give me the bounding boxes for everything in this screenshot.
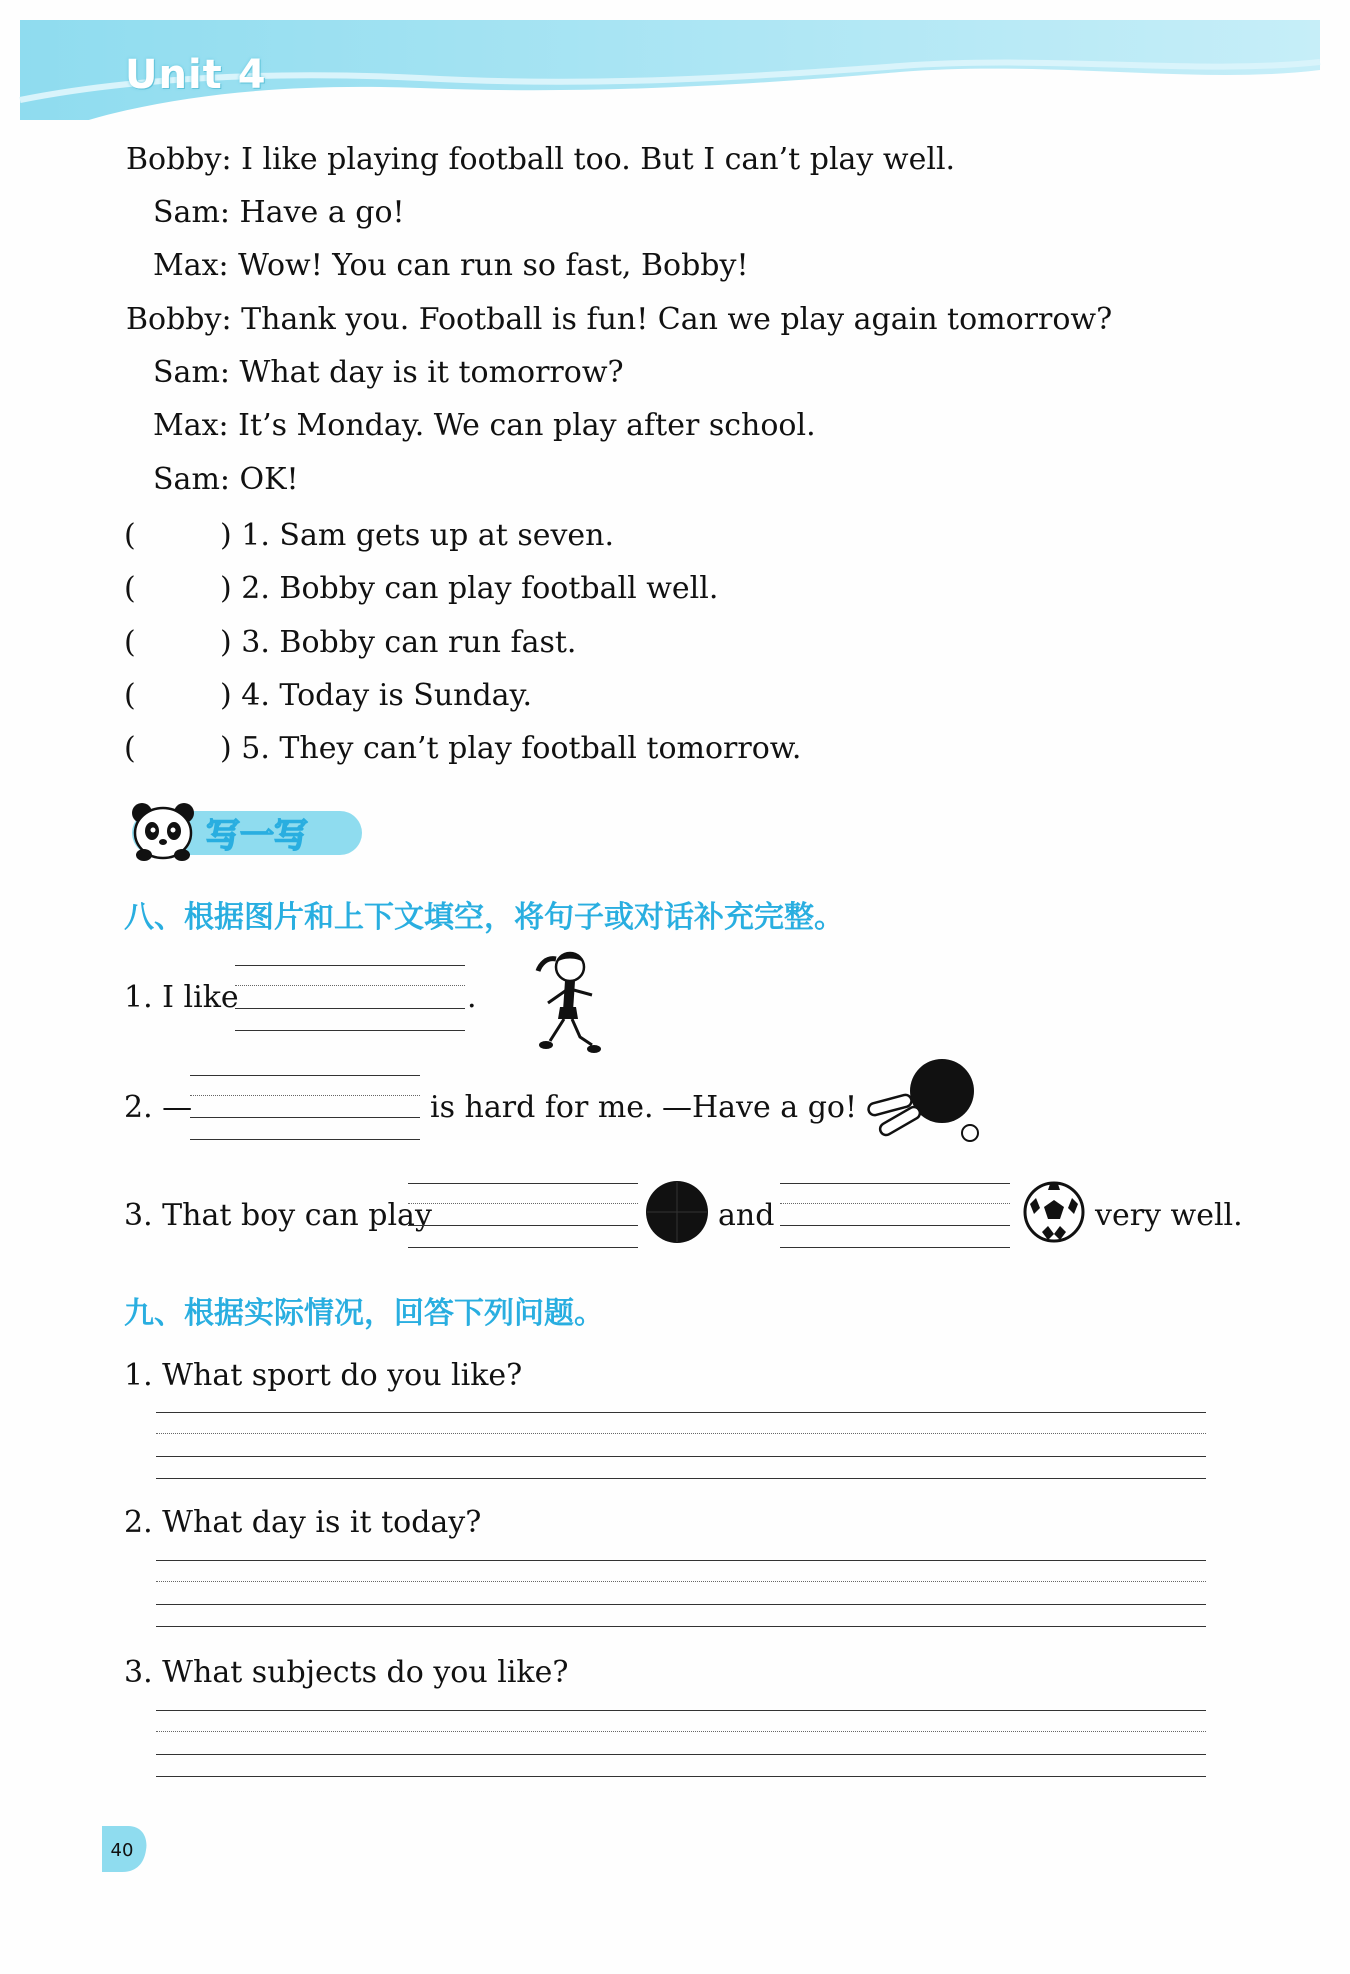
ping-pong-paddles-icon: [862, 1055, 992, 1145]
dialogue-line: Sam: Have a go!: [153, 195, 405, 230]
writing-line: [780, 1247, 1010, 1248]
tf-question: [124, 678, 532, 713]
tf-question: [124, 518, 614, 553]
item2-mid: is hard for me.: [430, 1090, 654, 1125]
item3-prefix: 3. That boy can play: [124, 1198, 432, 1233]
writing-line: [190, 1095, 420, 1096]
answer-line[interactable]: [780, 1225, 1010, 1226]
item2-reply: —Have a go!: [662, 1090, 858, 1125]
answer-bracket-open[interactable]: (: [124, 678, 136, 713]
open-question: 2. What day is it today?: [124, 1505, 482, 1540]
answer-line[interactable]: [156, 1604, 1206, 1605]
writing-line: [408, 1247, 638, 1248]
writing-line: [190, 1139, 420, 1140]
question-text: 2. Bobby can play football well.: [241, 571, 719, 606]
write-banner-label: 写一写: [206, 816, 308, 856]
writing-line: [156, 1433, 1206, 1434]
writing-line: [156, 1710, 1206, 1711]
soccer-ball-icon: [1022, 1180, 1086, 1244]
writing-line: [156, 1626, 1206, 1627]
basketball-icon: [645, 1180, 709, 1244]
answer-bracket-open[interactable]: (: [124, 731, 136, 766]
writing-line: [156, 1776, 1206, 1777]
answer-line[interactable]: [235, 1008, 465, 1009]
question-text: 4. Today is Sunday.: [241, 678, 533, 713]
item1-suffix: .: [467, 980, 477, 1015]
page-number: 40: [110, 1840, 134, 1861]
running-girl-icon: [530, 945, 610, 1060]
answer-line[interactable]: [156, 1754, 1206, 1755]
answer-bracket-open[interactable]: (: [124, 625, 136, 660]
dialogue-line: Sam: OK!: [153, 462, 299, 497]
answer-line[interactable]: [190, 1117, 420, 1118]
writing-line: [156, 1560, 1206, 1561]
write-banner: [126, 795, 366, 865]
writing-line: [156, 1478, 1206, 1479]
page-number-badge: [96, 1822, 150, 1876]
question-text: 3. Bobby can run fast.: [241, 625, 577, 660]
writing-line: [235, 965, 465, 966]
writing-line: [156, 1731, 1206, 1732]
answer-bracket-open[interactable]: (: [124, 571, 136, 606]
answer-line[interactable]: [156, 1456, 1206, 1457]
open-question: 3. What subjects do you like?: [124, 1655, 569, 1690]
dialogue-line: Sam: What day is it tomorrow?: [153, 355, 624, 390]
answer-bracket-close: ): [220, 518, 232, 553]
unit-label: Unit 4: [125, 52, 267, 98]
writing-line: [156, 1581, 1206, 1582]
item3-mid: and: [718, 1198, 775, 1233]
tf-question: [124, 571, 718, 606]
answer-bracket-close: ): [220, 731, 232, 766]
writing-line: [235, 985, 465, 986]
answer-line[interactable]: [408, 1225, 638, 1226]
section8-title: 八、根据图片和上下文填空，将句子或对话补充完整。: [124, 900, 844, 935]
writing-line: [190, 1075, 420, 1076]
answer-bracket-open[interactable]: (: [124, 518, 136, 553]
answer-bracket-close: ): [220, 625, 232, 660]
section9-title: 九、根据实际情况，回答下列问题。: [124, 1296, 604, 1331]
writing-line: [235, 1030, 465, 1031]
panda-icon: [132, 803, 194, 861]
dialogue-line: Max: It’s Monday. We can play after school.: [153, 408, 816, 443]
item1-prefix: 1. I like: [124, 980, 239, 1015]
dialogue-line: Bobby: Thank you. Football is fun! Can we play again tomorrow?: [126, 302, 1113, 337]
item2-prefix: 2. —: [124, 1090, 193, 1125]
dialogue-line: Bobby: I like playing football too. But I can’t play well.: [126, 142, 956, 177]
writing-line: [780, 1183, 1010, 1184]
tf-question: [124, 731, 801, 766]
writing-line: [156, 1412, 1206, 1413]
answer-bracket-close: ): [220, 571, 232, 606]
tf-question: [124, 625, 576, 660]
item3-suffix: very well.: [1095, 1198, 1243, 1233]
writing-line: [408, 1183, 638, 1184]
dialogue-line: Max: Wow! You can run so fast, Bobby!: [153, 248, 749, 283]
question-text: 1. Sam gets up at seven.: [241, 518, 615, 553]
writing-line: [408, 1203, 638, 1204]
question-text: 5. They can’t play football tomorrow.: [241, 731, 802, 766]
open-question: 1. What sport do you like?: [124, 1358, 523, 1393]
answer-bracket-close: ): [220, 678, 232, 713]
writing-line: [780, 1203, 1010, 1204]
